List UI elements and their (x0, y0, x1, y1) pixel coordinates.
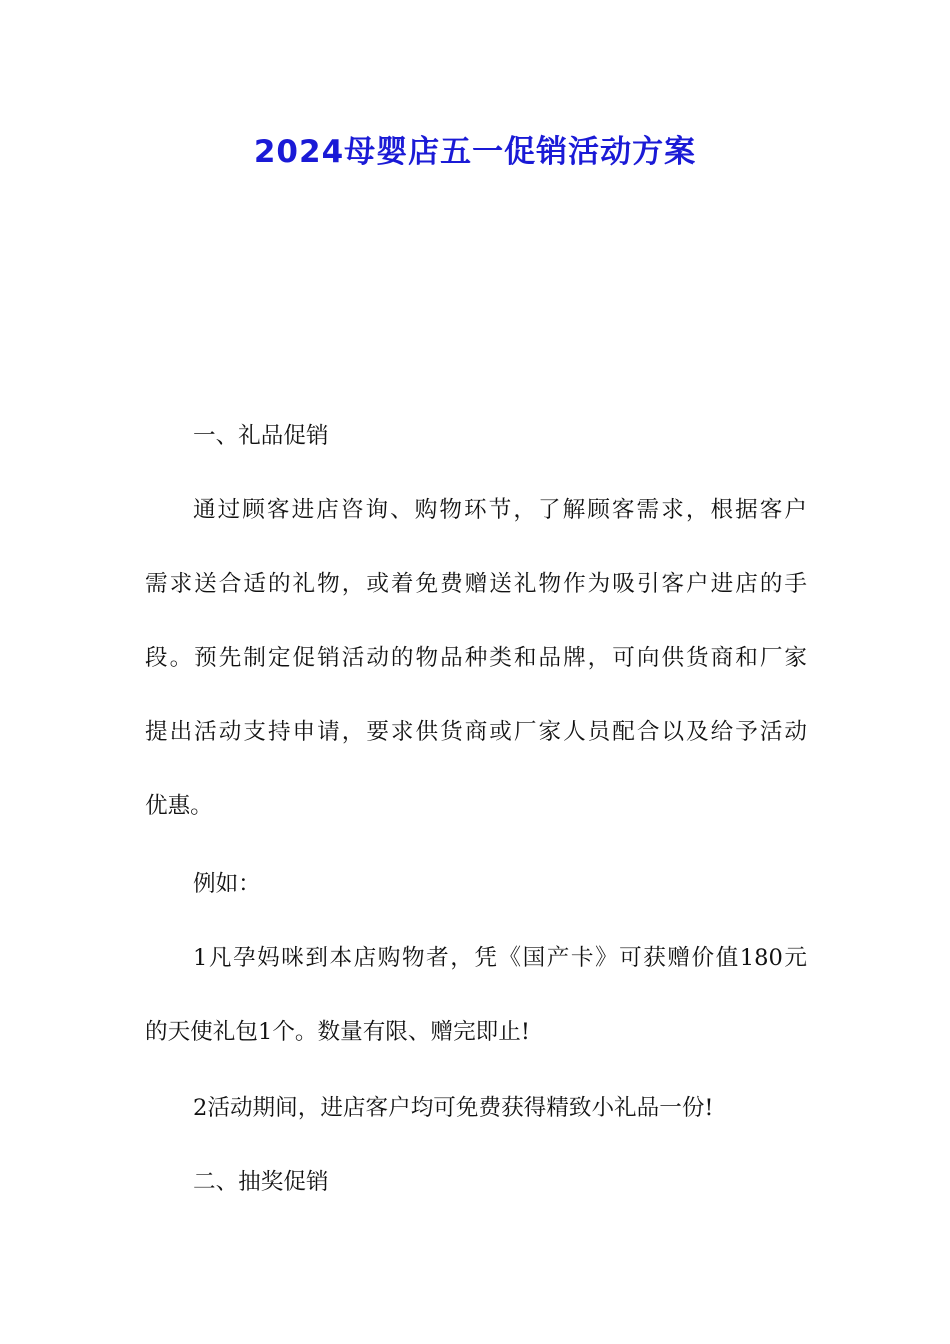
paragraph-line: 优惠。 (145, 793, 213, 819)
section-heading-lottery-promotion: 二、抽奖促销 (193, 1169, 329, 1195)
paragraph-line: 的天使礼包1个。数量有限、赠完即止! (145, 1019, 530, 1045)
paragraph-line: 段。预先制定促销活动的物品种类和品牌，可向供货商和厂家 (145, 645, 807, 671)
example-label: 例如： (193, 871, 261, 897)
paragraph-line: 通过顾客进店咨询、购物环节，了解顾客需求，根据客户 (193, 497, 807, 523)
paragraph-line: 1凡孕妈咪到本店购物者，凭《国产卡》可获赠价值180元 (193, 945, 807, 971)
paragraph-line: 2活动期间，进店客户均可免费获得精致小礼品一份! (193, 1095, 714, 1121)
section-heading-gift-promotion: 一、礼品促销 (193, 423, 329, 449)
paragraph-line: 提出活动支持申请，要求供货商或厂家人员配合以及给予活动 (145, 719, 807, 745)
document-title: 2024母婴店五一促销活动方案 (253, 134, 697, 170)
paragraph-line: 需求送合适的礼物，或着免费赠送礼物作为吸引客户进店的手 (145, 571, 807, 597)
